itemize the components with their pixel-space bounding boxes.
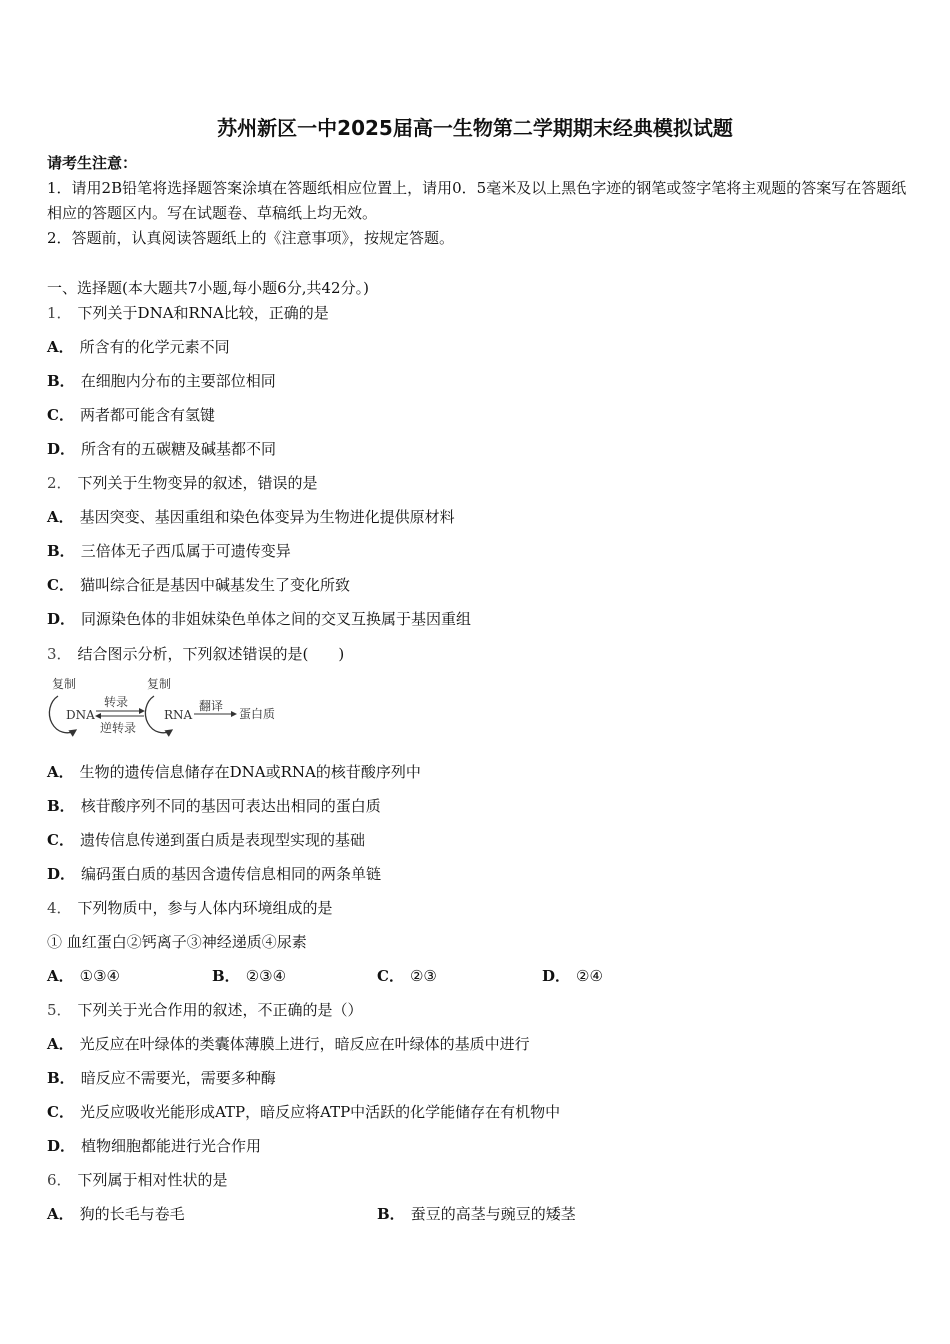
option-text: 核苷酸序列不同的基因可表达出相同的蛋白质 (80, 797, 381, 815)
question-stem: 下列物质中，参与人体内环境组成的是 (77, 899, 333, 917)
option-label: A． (47, 1035, 74, 1053)
option-label: B． (47, 542, 75, 560)
q1-option-c (47, 404, 215, 425)
option-label: A． (47, 508, 74, 526)
option-label: C． (47, 831, 74, 849)
option-label: B． (377, 1205, 405, 1223)
option-text: 编码蛋白质的基因含遗传信息相同的两条单链 (81, 865, 382, 883)
reverse-transcription-label: 逆转录 (100, 721, 137, 735)
option-label: C． (47, 406, 74, 424)
option-label: D． (47, 610, 76, 628)
q3-option-b (47, 795, 381, 816)
notice-item-1: 1．请用2B铅笔将选择题答案涂填在答题纸相应位置上，请用0．5毫米及以上黑色字迹的钢笔或签字笔将主观题的答案写在答题纸相应的答题区内。写在试题卷、草稿纸上均无效。 (47, 179, 907, 222)
option-label: D． (47, 440, 76, 458)
option-label: D． (47, 865, 76, 883)
q2-option-a (47, 506, 455, 527)
option-label: A． (47, 763, 74, 781)
option-text: 猫叫综合征是基因中碱基发生了变化所致 (79, 576, 350, 594)
q5-option-b (47, 1067, 276, 1088)
question-6 (47, 1169, 228, 1190)
q1-option-a (47, 336, 230, 357)
question-stem: 结合图示分析，下列叙述错误的是( ) (77, 645, 345, 663)
q4-items: ① 血红蛋白②钙离子③神经递质④尿素 (47, 933, 307, 951)
option-label: D． (542, 967, 571, 985)
q3-option-c (47, 829, 365, 850)
option-label: B． (47, 372, 75, 390)
rna-replication-label: 复制 (147, 677, 172, 691)
q6-option-a (47, 1203, 185, 1224)
q1-option-b (47, 370, 276, 391)
option-label: B． (47, 1069, 75, 1087)
q2-option-b (47, 540, 291, 561)
question-2 (47, 472, 318, 493)
option-label: D． (47, 1137, 76, 1155)
question-number: 5． (47, 1001, 72, 1019)
notice-body (47, 176, 907, 251)
question-stem: 下列关于生物变异的叙述，错误的是 (77, 474, 318, 492)
q2-option-c (47, 574, 350, 595)
question-4 (47, 897, 333, 918)
question-5 (47, 999, 363, 1020)
question-number: 1． (47, 304, 72, 322)
notice-item-2: 2．答题前，认真阅读答题纸上的《注意事项》，按规定答题。 (47, 229, 455, 247)
q3-option-a (47, 761, 421, 782)
notice-heading: 请考生注意： (47, 154, 138, 172)
option-label: A． (47, 1205, 74, 1223)
central-dogma-diagram (44, 674, 294, 740)
option-text: 蚕豆的高茎与豌豆的矮茎 (410, 1205, 576, 1223)
question-stem: 下列关于DNA和RNA比较，正确的是 (77, 304, 329, 322)
option-text: 三倍体无子西瓜属于可遗传变异 (80, 542, 291, 560)
q1-option-d (47, 438, 276, 459)
question-number: 3． (47, 645, 72, 663)
option-label: B． (47, 797, 75, 815)
option-text: ②③ (409, 967, 437, 985)
option-text: ②③④ (245, 967, 287, 985)
q5-option-a (47, 1033, 530, 1054)
option-text: 狗的长毛与卷毛 (79, 1205, 185, 1223)
question-number: 4． (47, 899, 72, 917)
option-label: C． (377, 967, 404, 985)
option-text: 光反应在叶绿体的类囊体薄膜上进行，暗反应在叶绿体的基质中进行 (79, 1035, 530, 1053)
option-text: 遗传信息传递到蛋白质是表现型实现的基础 (79, 831, 365, 849)
dna-node: DNA (66, 708, 95, 722)
transcription-label: 转录 (104, 695, 129, 709)
option-label: A． (47, 967, 74, 985)
option-label: C． (47, 1103, 74, 1121)
option-text: 所含有的五碳糖及碱基都不同 (81, 440, 277, 458)
option-label: A． (47, 338, 74, 356)
option-text: 基因突变、基因重组和染色体变异为生物进化提供原材料 (79, 508, 455, 526)
option-text: 所含有的化学元素不同 (79, 338, 230, 356)
option-text: 光反应吸收光能形成ATP，暗反应将ATP中活跃的化学能储存在有机物中 (79, 1103, 561, 1121)
option-text: 生物的遗传信息储存在DNA或RNA的核苷酸序列中 (79, 763, 421, 781)
rna-node: RNA (164, 708, 193, 722)
section-heading: 一、选择题(本大题共7小题,每小题6分,共42分。) (47, 279, 369, 297)
option-text: ①③④ (79, 967, 120, 985)
q4-option-c (377, 965, 437, 986)
protein-node: 蛋白质 (239, 707, 276, 721)
q4-option-b (212, 965, 286, 986)
option-text: 同源染色体的非姐妹染色单体之间的交叉互换属于基因重组 (81, 610, 472, 628)
q2-option-d (47, 608, 471, 629)
translation-label: 翻译 (199, 699, 224, 713)
option-text: 在细胞内分布的主要部位相同 (80, 372, 276, 390)
q5-option-c (47, 1101, 560, 1122)
question-stem: 下列关于光合作用的叙述，不正确的是（） (77, 1001, 363, 1019)
question-stem: 下列属于相对性状的是 (77, 1171, 228, 1189)
question-1 (47, 302, 329, 323)
dna-replication-label: 复制 (52, 677, 77, 691)
question-3 (47, 643, 344, 664)
question-number: 2． (47, 474, 72, 492)
q3-option-d (47, 863, 381, 884)
option-label: B． (212, 967, 240, 985)
option-text: 植物细胞都能进行光合作用 (81, 1137, 262, 1155)
q6-option-b (377, 1203, 576, 1224)
q4-option-d (542, 965, 603, 986)
option-text: 暗反应不需要光，需要多种酶 (80, 1069, 276, 1087)
exam-title: 苏州新区一中2025届高一生物第二学期期末经典模拟试题 (217, 116, 733, 140)
question-number: 6． (47, 1171, 72, 1189)
q5-option-d (47, 1135, 261, 1156)
option-text: ②④ (576, 967, 603, 985)
option-label: C． (47, 576, 74, 594)
q4-option-a (47, 965, 120, 986)
option-text: 两者都可能含有氢键 (79, 406, 215, 424)
